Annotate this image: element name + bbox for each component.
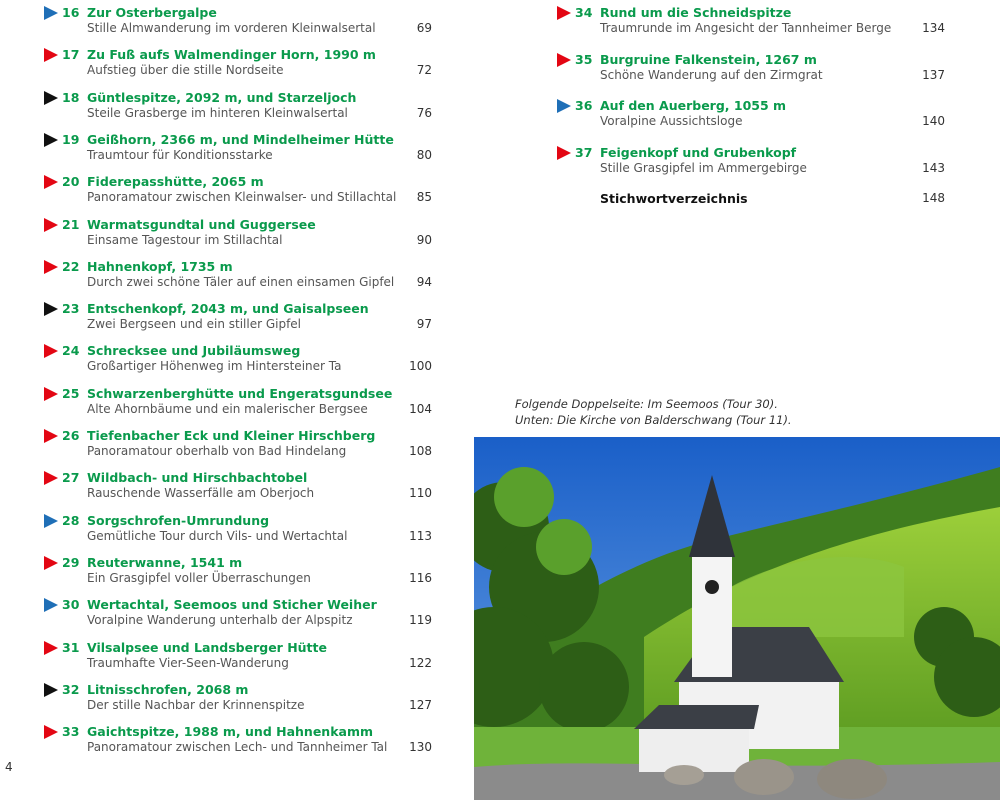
tour-page-number: 80 — [416, 147, 432, 162]
tour-subtitle: Der stille Nachbar der Krinnenspitze — [87, 697, 305, 712]
tour-page-number: 113 — [409, 528, 432, 543]
difficulty-marker-icon — [557, 146, 571, 160]
tour-subtitle: Gemütliche Tour durch Vils- und Wertachtal — [87, 528, 348, 543]
tour-page-number: 90 — [416, 232, 432, 247]
difficulty-marker-icon — [44, 91, 58, 105]
toc-entry-17[interactable] — [40, 42, 440, 82]
tour-page-number: 119 — [409, 613, 432, 628]
toc-entry-35[interactable] — [553, 47, 953, 87]
tour-page-number: 72 — [416, 63, 432, 78]
tour-number: 24 — [62, 343, 80, 359]
tour-number: 19 — [62, 131, 80, 147]
difficulty-marker-icon — [557, 53, 571, 67]
tour-number: 27 — [62, 470, 80, 486]
tour-subtitle: Traumrunde im Angesicht der Tannheimer Berge — [600, 21, 892, 35]
church-landscape-illustration — [474, 437, 1000, 800]
tour-title: Entschenkopf, 2043 m, und Gaisalpseen — [87, 301, 369, 317]
toc-entry-30[interactable] — [40, 592, 440, 632]
tour-number: 21 — [62, 216, 80, 232]
toc-entry-31[interactable] — [40, 635, 440, 675]
toc-entry-21[interactable] — [40, 212, 440, 252]
toc-entry-34[interactable] — [553, 0, 953, 40]
toc-entry-19[interactable] — [40, 127, 440, 167]
difficulty-marker-icon — [44, 48, 58, 62]
tour-subtitle: Aufstieg über die stille Nordseite — [87, 63, 284, 78]
tour-number: 31 — [62, 639, 80, 655]
tour-number: 37 — [575, 144, 593, 160]
tour-title: Auf den Auerberg, 1055 m — [600, 98, 787, 113]
difficulty-marker-icon — [44, 429, 58, 443]
tour-subtitle: Traumtour für Konditionsstarke — [87, 147, 273, 162]
tour-page-number: 100 — [409, 359, 432, 374]
tour-page-number: 94 — [416, 274, 432, 289]
tour-subtitle: Alte Ahornbäume und ein malerischer Bergsee — [87, 401, 368, 416]
tour-number: 29 — [62, 554, 80, 570]
tour-title: Geißhorn, 2366 m, und Mindelheimer Hütte — [87, 131, 394, 147]
tour-number: 35 — [575, 51, 593, 67]
tour-number: 36 — [575, 98, 593, 113]
tour-subtitle: Schöne Wanderung auf den Zirmgrat — [600, 67, 823, 82]
tour-subtitle: Panoramatour oberhalb von Bad Hindelang — [87, 444, 347, 458]
tour-page-number: 143 — [922, 160, 945, 175]
tour-title: Feigenkopf und Grubenkopf — [600, 144, 797, 160]
tour-title: Hahnenkopf, 1735 m — [87, 258, 233, 274]
difficulty-marker-icon — [44, 514, 58, 528]
tour-number: 30 — [62, 597, 80, 613]
tour-subtitle: Stille Almwanderung im vorderen Kleinwalsertal — [87, 21, 376, 35]
tour-title: Burgruine Falkenstein, 1267 m — [600, 51, 817, 67]
index-page: 148 — [922, 191, 945, 205]
tour-number: 16 — [62, 5, 80, 20]
tour-subtitle: Panoramatour zwischen Kleinwalser- und Stillachtal — [87, 190, 397, 205]
toc-entry-37[interactable] — [553, 140, 953, 180]
photo-caption — [515, 396, 792, 428]
difficulty-marker-icon — [44, 725, 58, 739]
tour-title: Zur Osterbergalpe — [87, 5, 217, 20]
tour-title: Tiefenbacher Eck und Kleiner Hirschberg — [87, 428, 376, 443]
tour-page-number: 97 — [416, 317, 432, 332]
tour-subtitle: Stille Grasgipfel im Ammergebirge — [600, 160, 807, 175]
difficulty-marker-icon — [44, 6, 58, 20]
tour-subtitle: Voralpine Aussichtsloge — [600, 114, 743, 128]
difficulty-marker-icon — [44, 598, 58, 612]
index-entry[interactable] — [553, 186, 953, 226]
toc-entry-25[interactable] — [40, 381, 440, 421]
tour-number: 18 — [62, 89, 80, 105]
tour-page-number: 140 — [922, 114, 945, 128]
tour-title: Schrecksee und Jubiläumsweg — [87, 343, 301, 359]
tour-subtitle: Einsame Tagestour im Stillachtal — [87, 232, 283, 247]
tour-number: 33 — [62, 724, 80, 740]
tour-subtitle: Ein Grasgipfel voller Überraschungen — [87, 570, 311, 585]
difficulty-marker-icon — [44, 302, 58, 316]
tour-subtitle: Steile Grasberge im hinteren Kleinwalsertal — [87, 105, 348, 120]
tour-title: Gaichtspitze, 1988 m, und Hahnenkamm — [87, 724, 373, 740]
toc-entry-29[interactable] — [40, 550, 440, 590]
tour-page-number: 130 — [409, 740, 432, 755]
tour-number: 23 — [62, 301, 80, 317]
index-label: Stichwortverzeichnis — [600, 191, 748, 206]
toc-entry-27[interactable] — [40, 465, 440, 505]
difficulty-marker-icon — [44, 344, 58, 358]
tour-number: 28 — [62, 512, 80, 528]
toc-entry-36[interactable] — [553, 93, 953, 133]
difficulty-marker-icon — [44, 471, 58, 485]
toc-entry-26[interactable] — [40, 423, 440, 463]
tour-title: Reuterwanne, 1541 m — [87, 554, 243, 570]
tour-subtitle: Großartiger Höhenweg im Hintersteiner Ta — [87, 359, 342, 374]
tour-title: Wildbach- und Hirschbachtobel — [87, 470, 308, 486]
tour-number: 22 — [62, 258, 80, 274]
toc-entry-33[interactable] — [40, 719, 440, 759]
difficulty-marker-icon — [44, 387, 58, 401]
difficulty-marker-icon — [557, 6, 571, 20]
tour-title: Vilsalpsee und Landsberger Hütte — [87, 639, 327, 655]
difficulty-marker-icon — [44, 683, 58, 697]
tour-page-number: 85 — [416, 190, 432, 205]
difficulty-marker-icon — [44, 641, 58, 655]
toc-entry-18[interactable] — [40, 85, 440, 125]
toc-entry-24[interactable] — [40, 338, 440, 378]
tour-page-number: 76 — [416, 105, 432, 120]
toc-entry-20[interactable] — [40, 169, 440, 209]
difficulty-marker-icon — [44, 175, 58, 189]
tour-page-number: 122 — [409, 655, 432, 670]
tour-number: 32 — [62, 681, 80, 697]
tour-page-number: 104 — [409, 401, 432, 416]
difficulty-marker-icon — [44, 218, 58, 232]
toc-entry-32[interactable] — [40, 677, 440, 717]
toc-entry-23[interactable] — [40, 296, 440, 336]
tour-title: Sorgschrofen-Umrundung — [87, 512, 270, 528]
tour-number: 26 — [62, 428, 80, 443]
tour-title: Schwarzenberghütte und Engeratsgundsee — [87, 385, 393, 401]
toc-entry-22[interactable] — [40, 254, 440, 294]
tour-page-number: 116 — [409, 570, 432, 585]
caption-line-1: Folgende Doppelseite: Im Seemoos (Tour 30). — [515, 397, 778, 411]
tour-number: 25 — [62, 385, 80, 401]
tour-title: Litnisschrofen, 2068 m — [87, 681, 249, 697]
tour-subtitle: Panoramatour zwischen Lech- und Tannheimer Tal — [87, 740, 388, 755]
tour-page-number: 110 — [409, 486, 432, 501]
difficulty-marker-icon — [44, 133, 58, 147]
toc-entry-28[interactable] — [40, 508, 440, 548]
tour-page-number: 108 — [409, 444, 432, 458]
caption-line-2: Unten: Die Kirche von Balderschwang (Tour 11). — [515, 413, 792, 427]
tour-number: 20 — [62, 174, 80, 190]
church-photo — [474, 437, 1000, 800]
tour-page-number: 137 — [922, 67, 945, 82]
tour-subtitle: Voralpine Wanderung unterhalb der Alpspitz — [87, 613, 353, 628]
tour-subtitle: Durch zwei schöne Täler auf einen einsamen Gipfel — [87, 274, 395, 289]
tour-title: Rund um die Schneidspitze — [600, 5, 792, 20]
tour-title: Fiderepasshütte, 2065 m — [87, 174, 264, 190]
tour-page-number: 134 — [922, 21, 945, 35]
toc-entry-16[interactable] — [40, 0, 440, 40]
difficulty-marker-icon — [44, 556, 58, 570]
tour-subtitle: Rauschende Wasserfälle am Oberjoch — [87, 486, 315, 501]
page-number: 4 — [5, 760, 13, 774]
difficulty-marker-icon — [44, 260, 58, 274]
tour-number: 17 — [62, 47, 80, 63]
tour-number: 34 — [575, 5, 593, 20]
difficulty-marker-icon — [557, 99, 571, 113]
tour-title: Güntlespitze, 2092 m, und Starzeljoch — [87, 89, 357, 105]
tour-title: Warmatsgundtal und Guggersee — [87, 216, 316, 232]
tour-subtitle: Zwei Bergseen und ein stiller Gipfel — [87, 317, 302, 332]
tour-subtitle: Traumhafte Vier-Seen-Wanderung — [87, 655, 289, 670]
tour-title: Wertachtal, Seemoos und Sticher Weiher — [87, 597, 377, 613]
tour-title: Zu Fuß aufs Walmendinger Horn, 1990 m — [87, 47, 376, 63]
tour-page-number: 69 — [416, 21, 432, 35]
tour-page-number: 127 — [409, 697, 432, 712]
